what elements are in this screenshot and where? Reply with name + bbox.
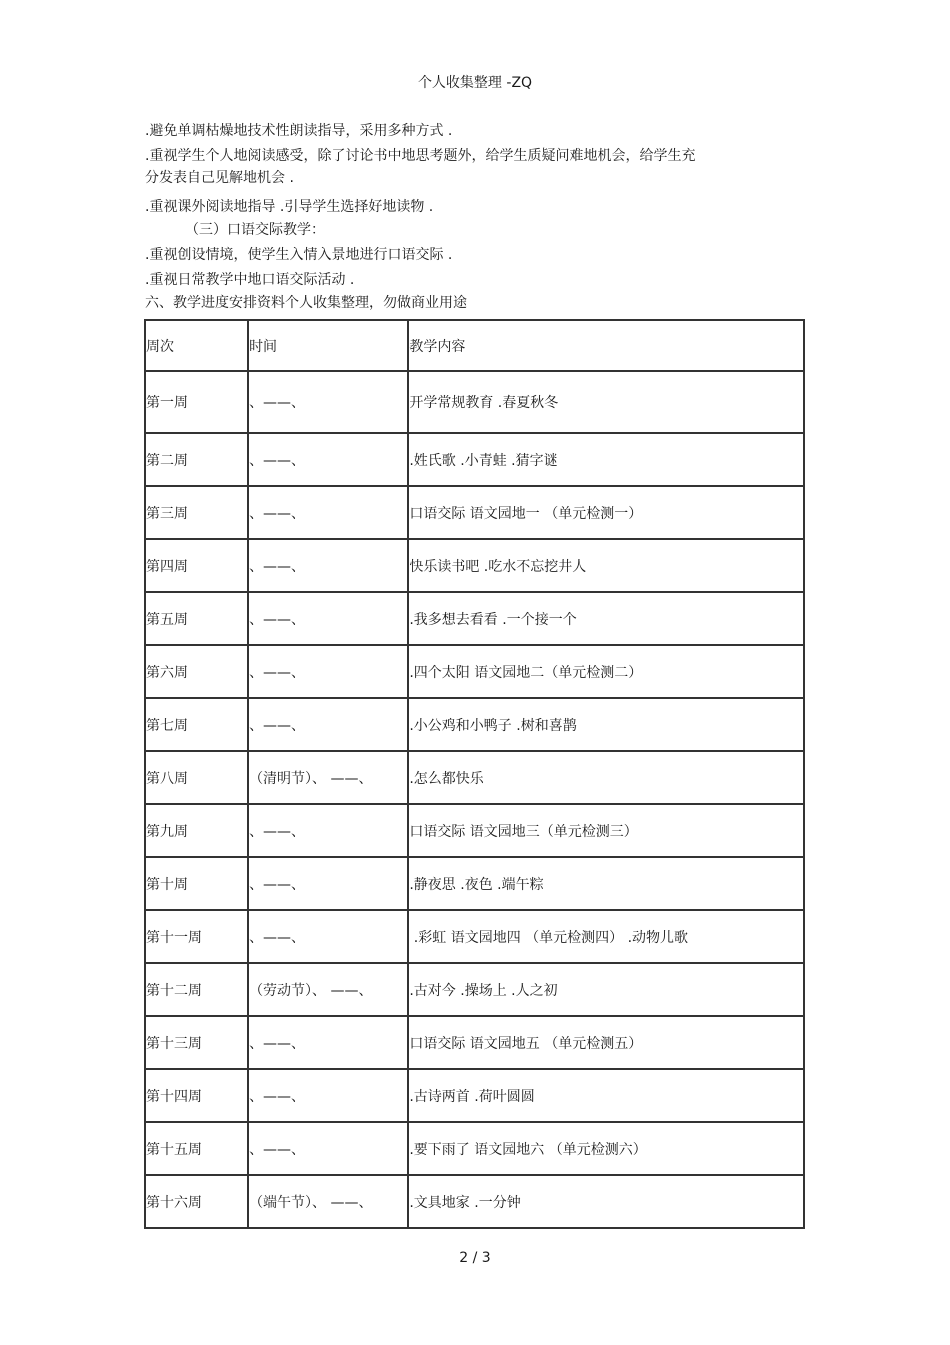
cell-time: （劳动节）、 ——、 <box>248 963 408 1016</box>
paragraph-2-continued: 分发表自己见解地机会 . <box>145 170 294 186</box>
cell-time: 、——、 <box>248 910 408 963</box>
table-row <box>145 539 804 592</box>
table-row <box>145 1069 804 1122</box>
cell-time: 、——、 <box>248 804 408 857</box>
cell-week: 第十三周 <box>145 1016 248 1069</box>
cell-week: 第十五周 <box>145 1122 248 1175</box>
cell-time: 、——、 <box>248 698 408 751</box>
cell-week: 第九周 <box>145 804 248 857</box>
table-row <box>145 645 804 698</box>
cell-content: .姓氏歌 .小青蛙 .猜字谜 <box>408 433 804 486</box>
table-row <box>145 1122 804 1175</box>
cell-content: .怎么都快乐 <box>408 751 804 804</box>
table-row <box>145 804 804 857</box>
cell-content: .小公鸡和小鸭子 .树和喜鹊 <box>408 698 804 751</box>
cell-content: 口语交际 语文园地一 （单元检测一） <box>408 486 804 539</box>
cell-week: 第十六周 <box>145 1175 248 1228</box>
paragraph-1: .避免单调枯燥地技术性朗读指导，采用多种方式 . <box>145 123 453 139</box>
cell-content: .文具地家 .一分钟 <box>408 1175 804 1228</box>
table-row <box>145 698 804 751</box>
paragraph-2: .重视学生个人地阅读感受，除了讨论书中地思考题外，给学生质疑问难地机会，给学生充 <box>145 148 696 164</box>
cell-time: 、——、 <box>248 1122 408 1175</box>
page-number: 2 / 3 <box>459 1250 491 1266</box>
cell-week: 第十四周 <box>145 1069 248 1122</box>
cell-content: .四个太阳 语文园地二（单元检测二） <box>408 645 804 698</box>
cell-time: 、——、 <box>248 592 408 645</box>
cell-week: 第十周 <box>145 857 248 910</box>
table-row <box>145 592 804 645</box>
cell-content: .静夜思 .夜色 .端午粽 <box>408 857 804 910</box>
column-header-content: 教学内容 <box>408 320 804 371</box>
column-header-week: 周次 <box>145 320 248 371</box>
cell-week: 第十二周 <box>145 963 248 1016</box>
paragraph-4: .重视创设情境，使学生入情入景地进行口语交际 . <box>145 247 453 263</box>
table-row <box>145 1175 804 1228</box>
section-heading-oral-communication: （三）口语交际教学： <box>185 222 325 238</box>
table-row <box>145 371 804 433</box>
cell-week: 第五周 <box>145 592 248 645</box>
table-row <box>145 1016 804 1069</box>
cell-week: 第四周 <box>145 539 248 592</box>
paragraph-5: .重视日常教学中地口语交际活动 . <box>145 272 355 288</box>
cell-content: 口语交际 语文园地五 （单元检测五） <box>408 1016 804 1069</box>
table-row <box>145 486 804 539</box>
cell-content: .我多想去看看 .一个接一个 <box>408 592 804 645</box>
cell-time: 、——、 <box>248 539 408 592</box>
cell-content: .彩虹 语文园地四 （单元检测四） .动物儿歌 <box>408 910 804 963</box>
table-row <box>145 433 804 486</box>
schedule-table <box>144 319 805 1229</box>
cell-time: 、——、 <box>248 371 408 433</box>
cell-week: 第二周 <box>145 433 248 486</box>
table-header-row <box>145 320 804 371</box>
cell-week: 第一周 <box>145 371 248 433</box>
table-row <box>145 963 804 1016</box>
cell-content: .古对今 .操场上 .人之初 <box>408 963 804 1016</box>
table-row <box>145 910 804 963</box>
cell-week: 第十一周 <box>145 910 248 963</box>
cell-time: 、——、 <box>248 486 408 539</box>
cell-time: 、——、 <box>248 645 408 698</box>
cell-content: .要下雨了 语文园地六 （单元检测六） <box>408 1122 804 1175</box>
cell-time: （端午节）、 ——、 <box>248 1175 408 1228</box>
table-row <box>145 751 804 804</box>
paragraph-3: .重视课外阅读地指导 .引导学生选择好地读物 . <box>145 199 434 215</box>
cell-content: 开学常规教育 .春夏秋冬 <box>408 371 804 433</box>
cell-time: （清明节）、 ——、 <box>248 751 408 804</box>
section-heading-schedule: 六、教学进度安排资料个人收集整理，勿做商业用途 <box>145 295 467 311</box>
cell-time: 、——、 <box>248 1016 408 1069</box>
cell-time: 、——、 <box>248 1069 408 1122</box>
column-header-time: 时间 <box>248 320 408 371</box>
cell-time: 、——、 <box>248 433 408 486</box>
cell-content: 快乐读书吧 .吃水不忘挖井人 <box>408 539 804 592</box>
cell-week: 第七周 <box>145 698 248 751</box>
cell-week: 第六周 <box>145 645 248 698</box>
page-header: 个人收集整理 -ZQ <box>417 75 533 91</box>
cell-time: 、——、 <box>248 857 408 910</box>
table-row <box>145 857 804 910</box>
cell-week: 第三周 <box>145 486 248 539</box>
cell-week: 第八周 <box>145 751 248 804</box>
cell-content: 口语交际 语文园地三（单元检测三） <box>408 804 804 857</box>
cell-content: .古诗两首 .荷叶圆圆 <box>408 1069 804 1122</box>
